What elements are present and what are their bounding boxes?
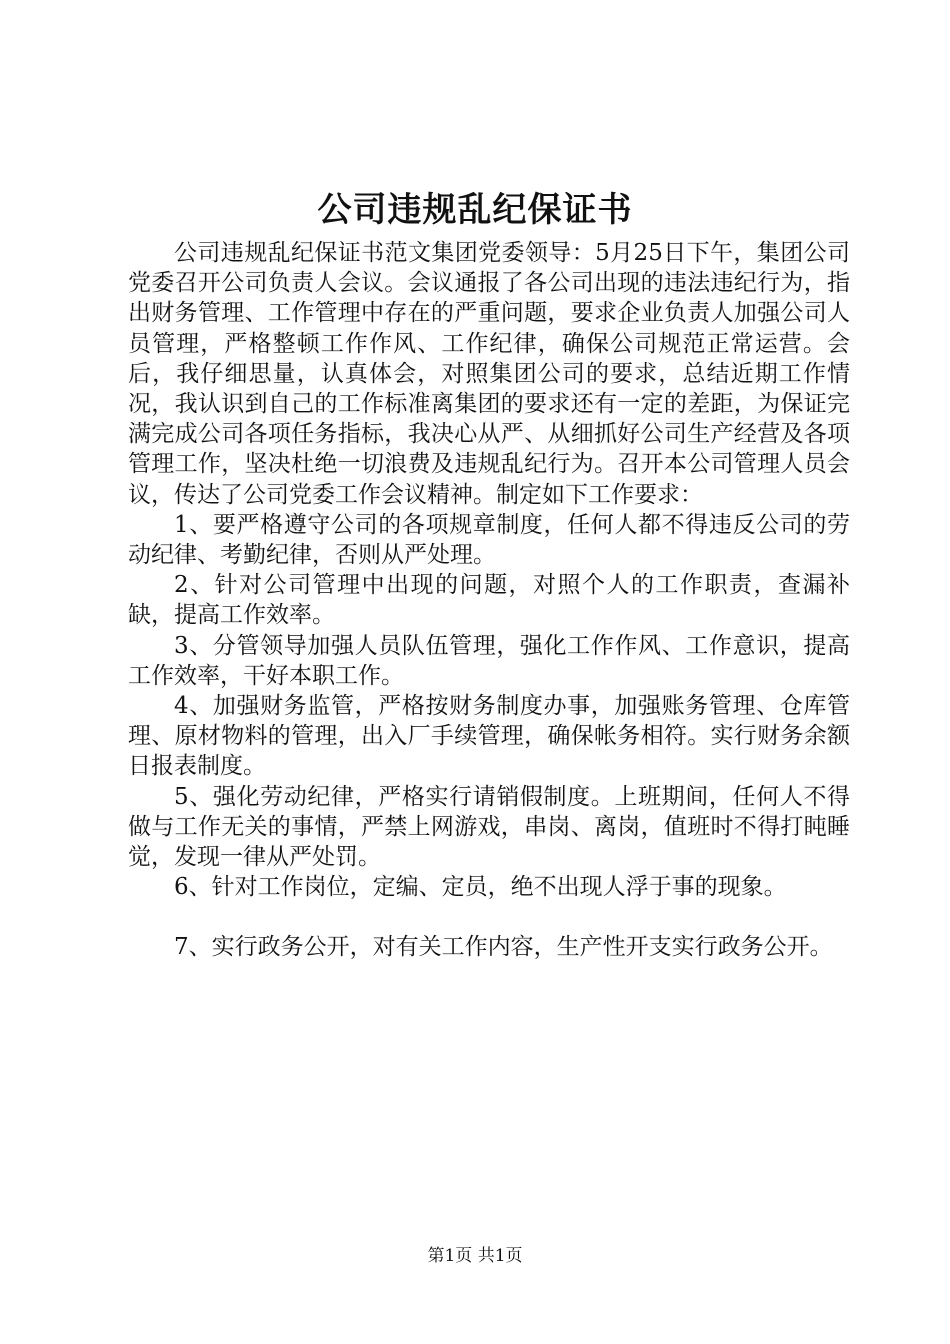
requirement-item-2: 2、针对公司管理中出现的问题，对照个人的工作职责，查漏补缺，提高工作效率。 (128, 572, 850, 629)
page-number: 第1页 (427, 1246, 473, 1266)
document-body (128, 238, 850, 963)
requirement-item-4: 4、加强财务监管，严格按财务制度办事，加强账务管理、仓库管理、原材物料的管理，出入厂手续管理，确保帐务相符。实行财务余额日报表制度。 (128, 693, 850, 780)
requirement-item-6: 6、针对工作岗位，定编、定员，绝不出现人浮于事的现象。 (174, 874, 787, 901)
requirement-item-1: 1、要严格遵守公司的各项规章制度，任何人都不得违反公司的劳动纪律、考勤纪律，否则从严处理。 (128, 511, 850, 569)
requirement-item-5: 5、强化劳动纪律，严格实行请销假制度。上班期间，任何人不得做与工作无关的事情，严禁上网游戏，串岗、离岗，值班时不得打盹睡觉，发现一律从严处罚。 (128, 783, 850, 871)
page-total: 共1页 (477, 1246, 523, 1266)
requirement-item-3: 3、分管领导加强人员队伍管理，强化工作作风、工作意识，提高工作效率，干好本职工作。 (128, 632, 850, 689)
intro-paragraph: 公司违规乱纪保证书范文集团党委领导：5月25日下午，集团公司党委召开公司负责人会议。会议通报了各公司出现的违法违纪行为，指出财务管理、工作管理中存在的严重问题，要求企业负责人加强公司人员管理，严格整顿工作作风、工作纪律，确保公司规范正常运营。会后，我仔细思量，认真体会，对照集团公司的要求，总结近期工作情况，我认识到自己的工作标准离集团的要求还有一定的差距，为保证完满完成公司各项任务指标，我决心从严、从细抓好公司生产经营及各项管理工作，坚决杜绝一切浪费及违规乱纪行为。召开本公司管理人员会议，传达了公司党委工作会议精神。制定如下工作要求： (128, 240, 850, 508)
page-footer (0, 1244, 950, 1268)
document-title: 公司违规乱纪保证书 (317, 190, 633, 230)
requirement-item-7: 7、实行政务公开，对有关工作内容，生产性开支实行政务公开。 (174, 934, 833, 961)
